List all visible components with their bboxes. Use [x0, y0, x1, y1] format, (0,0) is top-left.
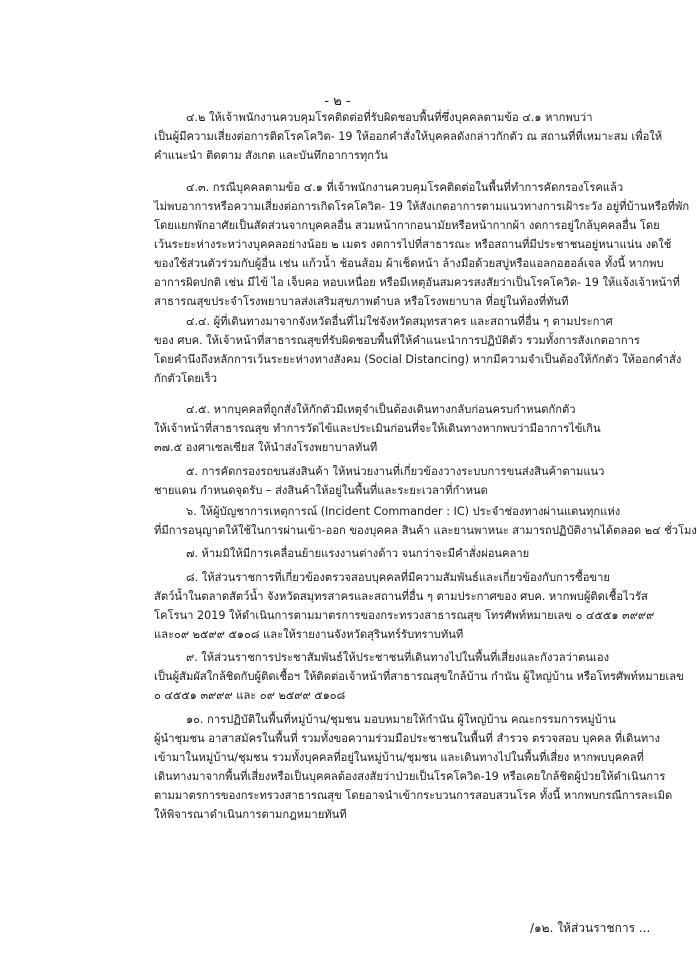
text-line: กักตัวโดยเร็ว — [154, 372, 218, 385]
paragraph-8 — [154, 568, 655, 644]
text-line: ๕. การคัดกรองรถขนส่งสินค้า ให้หน่วยงานที่เกี่ยวข้องวางระบบการขนส่งสินค้าตามแนว — [186, 465, 605, 478]
text-line: ๘. ให้ส่วนราชการที่เกี่ยวข้องตรวจสอบบุคคลที่มีความสัมพันธ์และเกี่ยวข้องกับการซื้อขาย — [186, 571, 610, 584]
text-line: เป็นผู้มีความเสี่ยงต่อการติดโรคโควิด- 19 ให้ออกคำสั่งให้บุคคลดังกล่าวกักตัว ณ สถานที่ที่เหมาะสม เพื่อให้ — [154, 130, 663, 143]
text-line: ๖. ให้ผู้บัญชาการเหตุการณ์ (Incident Commander : IC) ประจำช่องทางผ่านแดนทุกแห่ง — [186, 505, 621, 518]
paragraph-9 — [154, 648, 684, 705]
text-line: ตามมาตรการของกระทรวงสาธารณสุข โดยอาจนำเข้ากระบวนการสอบสวนโรค ทั้งนี้ หากพบกรณีการละเมิด — [154, 789, 673, 802]
paragraph-4-2 — [154, 108, 663, 165]
text-line: สาธารณสุขประจำโรงพยาบาลส่งเสริมสุขภาพตำบล หรือโรงพยาบาล ที่อยู่ในท้องที่ทันที — [154, 295, 569, 308]
text-line: ๑๐. การปฏิบัติในพื้นที่หมู่บ้าน/ชุมชน มอบหมายให้กำนัน ผู้ใหญ่บ้าน คณะกรรมการหมู่บ้าน — [186, 713, 616, 726]
text-line: ๔.๒ ให้เจ้าพนักงานควบคุมโรคติดต่อที่รับผิดชอบพื้นที่ซึ่งบุคคลตามข้อ ๔.๑ หากพบว่า — [186, 111, 593, 124]
text-line: สัตว์น้ำในตลาดสัตว์น้ำ จังหวัดสมุทรสาครและสถานที่อื่น ๆ ตามประกาศของ ศบค. หากพบผู้ติดเชื้อไวรัส — [154, 590, 648, 603]
text-line: ๔.๔. ผู้ที่เดินทางมาจากจังหวัดอื่นที่ไม่ใช่จังหวัดสมุทรสาคร และสถานที่อื่น ๆ ตามประกาศ — [186, 315, 613, 328]
text-line: ของ ศบค. ให้เจ้าหน้าที่สาธารณสุขที่รับผิดชอบพื้นที่ให้คำแนะนำการปฏิบัติตัว รวมทั้งการสังเกตอาการ — [154, 334, 640, 347]
text-line: ๔.๕. หากบุคคลที่ถูกสั่งให้กักตัวมีเหตุจำเป็นต้องเดินทางกลับก่อนครบกำหนดกักตัว — [186, 403, 576, 416]
text-line: ๗. ห้ามมิให้มีการเคลื่อนย้ายแรงงานต่างด้าว จนกว่าจะมีคำสั่งผ่อนคลาย — [186, 547, 530, 560]
paragraph-4-4 — [154, 312, 682, 388]
text-line: เป็นผู้สัมผัสใกล้ชิดกับผู้ติดเชื้อฯ ให้ติดต่อเจ้าหน้าที่สาธารณสุขใกล้บ้าน กำนัน ผู้ใหญ่บ้าน หรือโทรศัพท์หมายเลข — [154, 670, 684, 683]
text-line: ชายแดน กำหนดจุดรับ – ส่งสินค้าให้อยู่ในพื้นที่และระยะเวลาที่กำหนด — [154, 484, 488, 497]
text-line: เดินทางมาจากพื้นที่เสี่ยงหรือเป็นบุคคลต้องสงสัยว่าป่วยเป็นโรคโควิด-19 หรือเคยใกล้ชิดผู้ป่วยให้ดำเนินการ — [154, 770, 666, 783]
text-line: เข้ามาในหมู่บ้าน/ชุมชน รวมทั้งบุคคลที่อยู่ในหมู่บ้าน/ชุมชน และเดินทางไปในพื้นที่เสี่ยง หากพบบุคคลที่ — [154, 751, 644, 764]
continuation-footer: /๑๒. ให้ส่วนราชการ ... — [530, 921, 651, 935]
text-line: คำแนะนำ ติดตาม สังเกต และบันทึกอาการทุกวัน — [154, 149, 388, 162]
text-line: เว้นระยะห่างระหว่างบุคคลอย่างน้อย ๒ เมตร งดการไปที่สาธารณะ หรือสถานที่มีประชาชนอยู่หนาแน่น งดใช้ — [154, 238, 672, 251]
text-line: ที่มีการอนุญาตให้ใช้ในการผ่านเข้า-ออก ของบุคคล สินค้า และยานพาหนะ สามารถปฏิบัติงานได้ตลอด ๒๔ ชั่วโมง — [154, 524, 697, 537]
text-line: โดยคำนึงถึงหลักการเว้นระยะห่างทางสังคม (Social Distancing) หากมีความจำเป็นต้องให้กักตัว ให้ออกคำสั่ง — [154, 353, 682, 366]
paragraph-6 — [154, 502, 697, 540]
text-line: โคโรนา 2019 ให้ดำเนินการตามมาตรการของกระทรวงสาธารณสุข โทรศัพท์หมายเลข ๐ ๔๕๕๑ ๓๙๙๙ — [154, 609, 655, 622]
text-line: และ๐๙ ๒๕๙๙ ๕๑๐๘ และให้รายงานจังหวัดสุรินทร์รับทราบทันที — [154, 628, 464, 641]
text-line: ให้เจ้าหน้าที่สาธารณสุข ทำการวัดไข้และประเมินก่อนที่จะให้เดินทางหากพบว่ามีอาการไข้เกิน — [154, 422, 601, 435]
text-line: ผู้นำชุมชน อาสาสมัครในพื้นที่ รวมทั้งขอความร่วมมือประชาชนในพื้นที่ สำรวจ ตรวจสอบ บุคคล ที่เดินทาง — [154, 732, 661, 745]
paragraph-5 — [154, 462, 640, 500]
text-line: ไม่พบอาการหรือความเสี่ยงต่อการเกิดโรคโควิด- 19 ให้สังเกตอาการตามแนวทางการเฝ้าระวัง อยู่ที่บ้านหรือที่พัก — [154, 200, 690, 213]
text-line: โดยแยกพักอาศัยเป็นสัดส่วนจากบุคคลอื่น สวมหน้ากากอนามัยหรือหน้ากากผ้า งดการอยู่ใกล้บุคคลอื่น โดย — [154, 219, 660, 232]
text-line: ๓๗.๕ องศาเซลเซียส ให้นำส่งโรงพยาบาลทันที — [154, 441, 378, 454]
paragraph-10 — [154, 710, 673, 824]
text-line: ของใช้ส่วนตัวร่วมกับผู้อื่น เช่น แก้วน้ำ ช้อนส้อม ผ้าเช็ดหน้า ล้างมือด้วยสบู่หรือแอลกอฮอล์เจล ทั้งนี้ หากพบ — [154, 257, 664, 270]
text-line: ให้พิจารณาดำเนินการตามกฎหมายทันที — [154, 808, 347, 821]
paragraph-4-5 — [154, 400, 640, 457]
text-line: ๐ ๔๕๕๑ ๓๙๙๙ และ ๐๙ ๒๕๙๙ ๕๑๐๘ — [154, 689, 346, 702]
text-line: ๙. ให้ส่วนราชการประชาสัมพันธ์ให้ประชาชนที่เดินทางไปในพื้นที่เสี่ยงและกังวลว่าตนเอง — [186, 651, 610, 664]
paragraph-7 — [154, 544, 640, 563]
paragraph-4-3 — [154, 178, 690, 311]
text-line: อาการผิดปกติ เช่น มีไข้ ไอ เจ็บคอ หอบเหนื่อย หรือมีเหตุอันสมควรสงสัยว่าเป็นโรคโควิด- 19 ให้แจ้งเจ้าหน้าที่ — [154, 276, 680, 289]
text-line: ๔.๓. กรณีบุคคลตามข้อ ๔.๑ ที่เจ้าพนักงานควบคุมโรคติดต่อในพื้นที่ทำการคัดกรองโรคแล้ว — [186, 181, 624, 194]
page-number: - ๒ - — [324, 94, 351, 109]
